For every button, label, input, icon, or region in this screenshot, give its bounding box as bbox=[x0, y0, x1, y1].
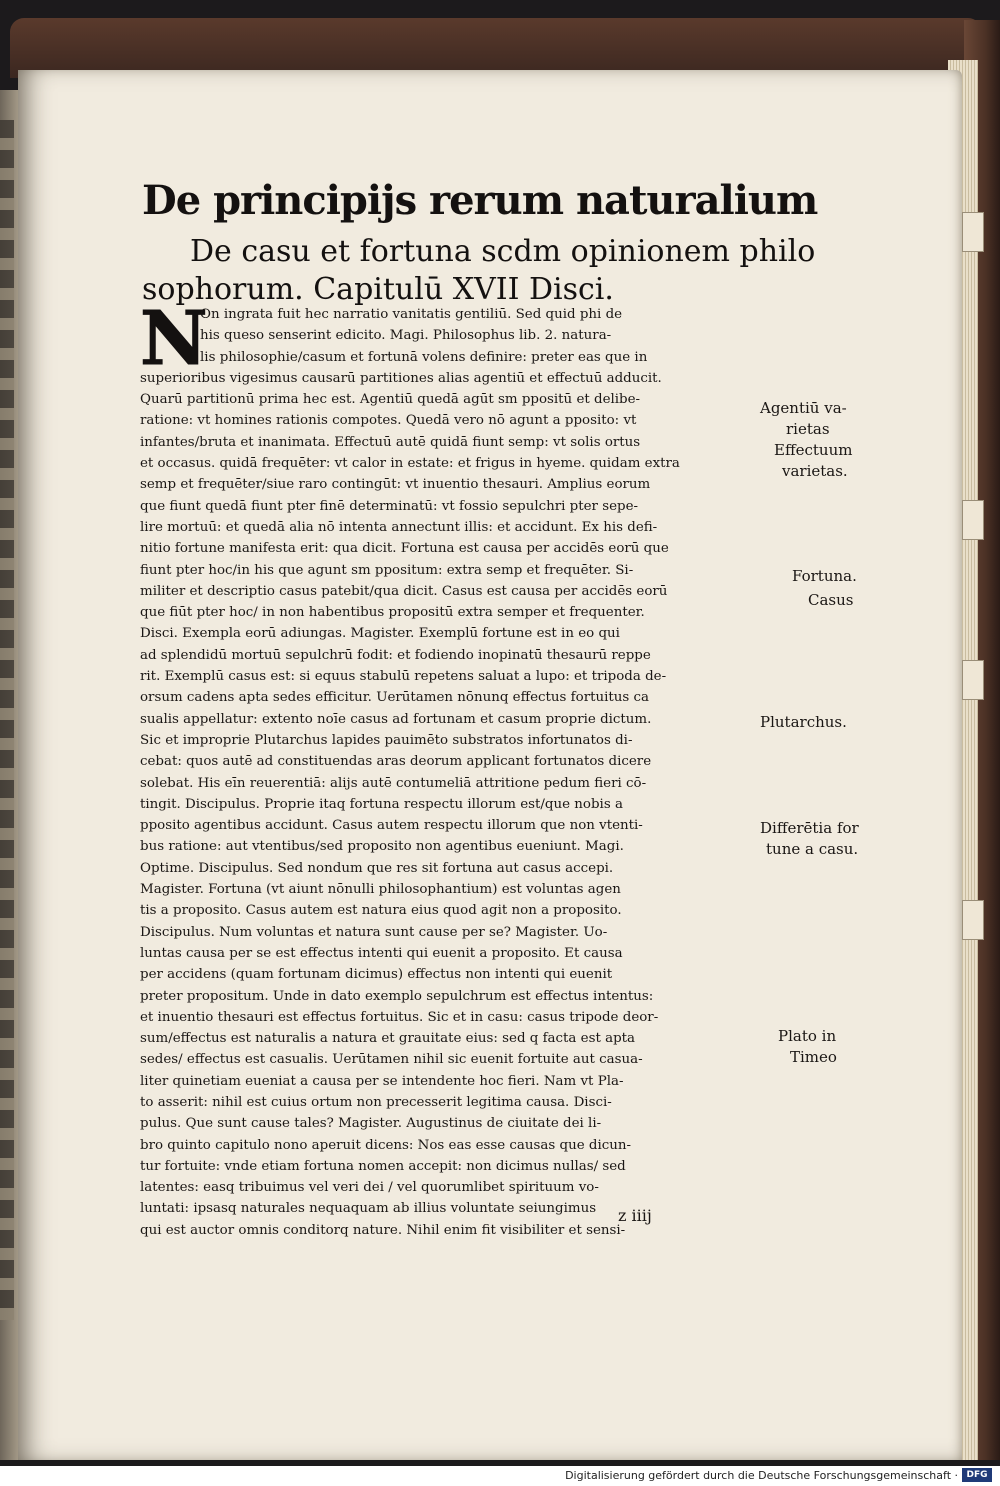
text-line: pposito agentibus accidunt. Casus autem respectu illorum que non vtenti- bbox=[140, 818, 643, 834]
text-line: latentes: easq tribuimus vel veri dei / vel quorumlibet spirituum vo- bbox=[140, 1180, 599, 1196]
text-line: nitio fortune manifesta erit: qua dicit. Fortuna est causa per accidēs eorū que bbox=[140, 541, 669, 557]
book-cover-top bbox=[10, 18, 982, 78]
margin-note: tune a casu. bbox=[766, 840, 859, 858]
text-line: bus ratione: aut vtentibus/sed proposito non agentibus eueniunt. Magi. bbox=[140, 839, 624, 855]
margin-note: Plutarchus. bbox=[760, 713, 847, 731]
text-line: Quarū partitionū prima hec est. Agentiū quedā agūt sm ppositū et delibe- bbox=[140, 392, 641, 408]
page-tab bbox=[962, 500, 984, 540]
margin-note: Casus bbox=[808, 591, 854, 609]
text-line: liter quinetiam eueniat a causa per se intendente hoc fieri. Nam vt Pla- bbox=[140, 1073, 624, 1089]
text-line: ratione: vt homines rationis compotes. Quedā vero nō agunt a pposito: vt bbox=[140, 413, 637, 429]
text-line: per accidens (quam fortunam dicimus) effectus non intenti qui euenit bbox=[140, 967, 613, 983]
text-line: que fiunt quedā fiunt pter finē determinatū: vt fossio sepulchri pter sepe- bbox=[140, 498, 639, 514]
decorated-initial: N bbox=[140, 296, 208, 382]
text-line: Disci. Exempla eorū adiungas. Magister. Exemplū fortune est in eo qui bbox=[140, 626, 620, 642]
footer-bar bbox=[0, 1466, 1000, 1486]
text-line: to asserit: nihil est cuius ortum non precesserit legitima causa. Disci- bbox=[140, 1094, 612, 1110]
text-line: superioribus vigesimus causarū partitiones alias agentiū et effectuū adducit. bbox=[140, 370, 662, 386]
text-line: luntati: ipsasq naturales nequaquam ab illius voluntate seiungimus bbox=[140, 1201, 597, 1217]
text-line: his queso senserint edicito. Magi. Philosophus lib. 2. natura- bbox=[200, 328, 612, 344]
text-line: semp et frequēter/siue raro contingūt: vt inuentio thesauri. Amplius eorum bbox=[140, 477, 651, 493]
text-line: orsum cadens apta sedes efficitur. Uerūtamen nōnunq effectus fortuitus ca bbox=[140, 690, 650, 706]
page-title: De principijs rerum naturalium bbox=[142, 177, 818, 224]
body-text bbox=[140, 296, 752, 1241]
text-line: Magister. Fortuna (vt aiunt nōnulli philosophantium) est voluntas agen bbox=[140, 882, 621, 898]
text-line: militer et descriptio casus patebit/qua dicit. Casus est causa per accidēs eorū bbox=[140, 583, 668, 599]
text-line: sedes/ effectus est casualis. Uerūtamen nihil sic euenit fortuite aut casua- bbox=[140, 1052, 643, 1068]
margin-note: Agentiū va- bbox=[760, 399, 847, 417]
text-line: tingit. Discipulus. Proprie itaq fortuna respectu illorum est/que nobis a bbox=[140, 796, 623, 812]
text-line: preter propositum. Unde in dato exemplo sepulchrum est effectus intentus: bbox=[140, 988, 654, 1004]
margin-note: varietas. bbox=[782, 462, 848, 480]
margin-note: rietas bbox=[786, 420, 830, 438]
dfg-logo: DFG bbox=[962, 1468, 992, 1482]
text-line: tur fortuite: vnde etiam fortuna nomen accepit: non dicimus nullas/ sed bbox=[140, 1158, 626, 1174]
margin-note: Fortuna. bbox=[792, 567, 857, 585]
chapter-heading-line-2: sophorum. Capitulū XVII Disci. bbox=[142, 272, 614, 307]
page-tab bbox=[962, 900, 984, 940]
text-line: et inuentio thesauri est effectus fortuitus. Sic et in casu: casus tripode deor- bbox=[140, 1009, 659, 1025]
margin-note: Differētia for bbox=[760, 819, 859, 837]
funding-credit: Digitalisierung gefördert durch die Deutsche Forschungsgemeinschaft · bbox=[565, 1469, 958, 1482]
text-line: luntas causa per se est effectus intenti qui euenit a proposito. Et causa bbox=[140, 945, 623, 961]
text-line: lis philosophie/casum et fortunā volens definire: preter eas que in bbox=[200, 349, 648, 365]
facing-page-illustration bbox=[0, 120, 14, 1320]
text-line: que fiūt pter hoc/ in non habentibus propositū extra semper et frequenter. bbox=[140, 605, 645, 621]
text-line: solebat. His eīn reuerentiā: alijs autē contumeliā attritione pedum fieri cō- bbox=[140, 775, 647, 791]
text-line: lire mortuū: et quedā alia nō intenta annectunt illis: et accidunt. Ex his defi- bbox=[140, 519, 658, 535]
text-line: Sic et improprie Plutarchus lapides pauimēto substratos infortunatos di- bbox=[140, 732, 633, 748]
margin-note: Plato in bbox=[778, 1027, 837, 1045]
text-line: infantes/bruta et inanimata. Effectuū autē quidā fiunt semp: vt solis ortus bbox=[140, 434, 641, 450]
text-line: qui est auctor omnis conditorq nature. Nihil enim fit visibiliter et sensi- bbox=[140, 1222, 626, 1238]
text-line: ad splendidū mortuū sepulchrū fodit: et fodiendo inopinatū thesaurū reppe bbox=[140, 647, 651, 663]
text-line: pulus. Que sunt cause tales? Magister. Augustinus de ciuitate dei li- bbox=[140, 1116, 602, 1132]
text-line: bro quinto capitulo nono aperuit dicens: Nos eas esse causas que dicun- bbox=[140, 1137, 632, 1153]
text-line: et occasus. quidā frequēter: vt calor in estate: et frigus in hyeme. quidam extra bbox=[140, 456, 680, 472]
text-line: Discipulus. Num voluntas et natura sunt cause per se? Magister. Uo- bbox=[140, 924, 608, 940]
text-line: Optime. Discipulus. Sed nondum que res sit fortuna aut casus accepi. bbox=[140, 860, 614, 876]
margin-note: Effectuum bbox=[774, 441, 853, 459]
text-line: sualis appellatur: extento noīe casus ad fortunam et casum proprie dictum. bbox=[140, 711, 652, 727]
signature-mark: z iiij bbox=[618, 1206, 652, 1225]
page-tab bbox=[962, 660, 984, 700]
page-tab bbox=[962, 212, 984, 252]
text-line: On ingrata fuit hec narratio vanitatis gentiliū. Sed quid phi de bbox=[200, 307, 623, 322]
text-line: tis a proposito. Casus autem est natura eius quod agit non a proposito. bbox=[140, 903, 622, 919]
text-line: rit. Exemplū casus est: si equus stabulū repetens saluat a lupo: et tripoda de- bbox=[140, 669, 667, 685]
text-line: cebat: quos autē ad constituendas aras deorum applicant fortunatos dicere bbox=[140, 754, 652, 770]
text-line: fiunt pter hoc/in his que agunt sm ppositum: extra semp et frequēter. Si- bbox=[140, 562, 634, 578]
chapter-heading-line-1: De casu et fortuna scdm opinionem philo bbox=[190, 234, 816, 269]
margin-note: Timeo bbox=[790, 1048, 837, 1066]
text-line: sum/effectus est naturalis a natura et grauitate eius: sed q facta est apta bbox=[140, 1031, 636, 1047]
